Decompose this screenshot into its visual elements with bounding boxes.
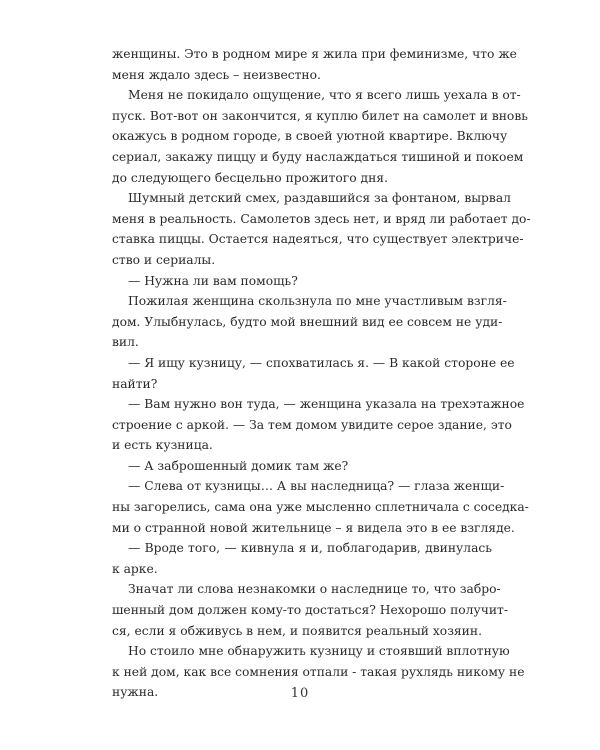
text-line: и есть кузница.	[112, 438, 213, 453]
text-line: ны загорелись, сама она уже мысленно сплетничала с соседка-	[112, 500, 529, 515]
text-line: Значат ли слова незнакомки о наследнице то, что забро-	[128, 582, 501, 597]
paragraph	[112, 394, 525, 456]
text-line: — Я ищу кузницу, — спохватилась я. — В какой стороне ее	[128, 355, 515, 370]
paragraph	[112, 476, 529, 538]
paragraph	[112, 271, 492, 292]
text-line: ми о странной новой жительнице – я видела это в ее взгляде.	[112, 520, 515, 535]
text-line: Шумный детский смех, раздавшийся за фонтаном, вырвал	[128, 191, 511, 206]
text-line: женщины. Это в родном мире я жила при феминизме, что же	[112, 47, 517, 61]
text-line: — Вам нужно вон туда, — женщина указала на трехэтажное	[128, 397, 525, 412]
text-line: вил.	[112, 335, 139, 350]
paragraph	[112, 85, 528, 188]
text-line: — Слева от кузницы… А вы наследница? — глаза женщи-	[128, 479, 505, 494]
paragraph	[112, 579, 509, 641]
page-number: 10	[290, 686, 310, 701]
text-line: Но стоило мне обнаружить кузницу и стоявший вплотную	[128, 644, 510, 659]
text-line: строение с аркой. — За тем домом увидите серое здание, это	[112, 417, 512, 432]
text-line: Меня не покидало ощущение, что я всего лишь уехала в от-	[128, 88, 521, 103]
text-line: — Нужна ли вам помощь?	[128, 273, 298, 288]
text-line: окажусь в родном городе, в своей уютной квартире. Включу	[112, 129, 508, 144]
text-line: ство и сериалы.	[112, 252, 216, 267]
text-line: пуск. Вот-вот он закончится, я куплю билет на самолет и вновь	[112, 108, 528, 123]
text-line: найти?	[112, 376, 158, 391]
text-line: Пожилая женщина скользнула по мне участливым взгля-	[128, 294, 507, 309]
paragraph	[112, 353, 515, 394]
paragraph	[112, 456, 492, 477]
paragraph	[112, 44, 517, 85]
text-line: к арке.	[112, 561, 158, 576]
text-line: дом. Улыбнулась, будто мой внешний вид ее совсем не уди-	[112, 314, 503, 329]
text-line: меня ждало здесь – неизвестно.	[112, 67, 321, 82]
text-line: ставка пиццы. Остается надеяться, что существует электриче-	[112, 232, 524, 247]
book-page-text	[112, 44, 531, 703]
text-line: сериал, закажу пиццу и буду наслаждаться тишиной и покоем	[112, 149, 524, 164]
text-line: — Вроде того, — кивнула я и, поблагодарив, двинулась	[128, 541, 492, 556]
text-line: до следующего бесцельно прожитого дня.	[112, 170, 388, 185]
text-line: к ней дом, как все сомнения отпали - такая рухлядь никому не	[112, 664, 525, 679]
text-line: — А заброшенный домик там же?	[128, 458, 349, 473]
paragraph	[112, 188, 531, 270]
text-line: меня в реальность. Самолетов здесь нет, и вряд ли работает до-	[112, 211, 531, 226]
paragraph	[112, 291, 507, 353]
paragraph	[112, 538, 492, 579]
text-line: шенный дом должен кому-то достаться? Нехорошо получит-	[112, 603, 509, 618]
text-line: ся, если я обживусь в нем, и появится реальный хозяин.	[112, 623, 482, 638]
text-line: нужна.	[112, 685, 159, 700]
